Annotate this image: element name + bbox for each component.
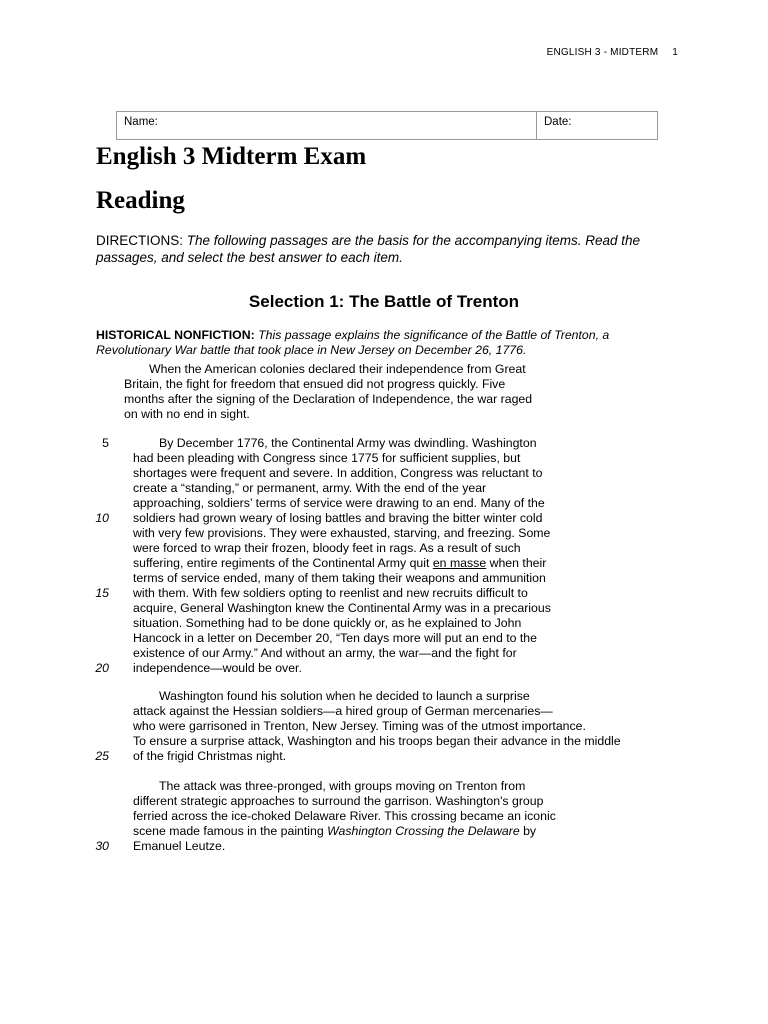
passage-line: create a “standing,” or permanent, army. With the end of the year	[133, 481, 487, 495]
passage-line: situation. Something had to be done quickly or, as he explained to John	[133, 616, 522, 630]
directions	[96, 232, 676, 266]
passage-line: When the American colonies declared their independence from Great	[149, 362, 526, 376]
passage-line-text: when their	[486, 556, 547, 570]
passage-line: By December 1776, the Continental Army was dwindling. Washington	[159, 436, 537, 450]
genre-text: This passage explains the significance of the Battle of Trenton, a Revolutionary War battle that took place in New Jersey on December 26, 1776.	[96, 328, 610, 357]
passage-line: had been pleading with Congress since 1775 for sufficient supplies, but	[133, 451, 521, 465]
passage-line	[133, 824, 536, 839]
line-number: 5	[102, 436, 109, 450]
passage-line: existence of our Army.” And without an army, the war—and the fight for	[133, 646, 517, 660]
passage-line: Emanuel Leutze.	[133, 839, 226, 853]
passage-line: Washington found his solution when he decided to launch a surprise	[159, 689, 530, 703]
passage-line: months after the signing of the Declaration of Independence, the war raged	[124, 392, 533, 406]
running-header	[547, 47, 678, 58]
passage-line: The attack was three-pronged, with groups moving on Trenton from	[159, 779, 526, 793]
passage-line: To ensure a surprise attack, Washington and his troops began their advance in the middle	[133, 734, 621, 748]
page-number: 1	[672, 47, 678, 58]
passage-line: with them. With few soldiers opting to reenlist and new recruits difficult to	[133, 586, 528, 600]
painting-title: Washington Crossing the Delaware	[327, 824, 520, 838]
passage-line: different strategic approaches to surround the garrison. Washington's group	[133, 794, 544, 808]
line-number: 30	[95, 839, 109, 853]
passage-line: acquire, General Washington knew the Continental Army was in a precarious	[133, 601, 551, 615]
passage-line: shortages were frequent and severe. In addition, Congress was reluctant to	[133, 466, 543, 480]
passage-line-text: suffering, entire regiments of the Continental Army quit	[133, 556, 433, 570]
passage-line: terms of service ended, many of them taking their weapons and ammunition	[133, 571, 546, 585]
genre-note	[96, 328, 656, 358]
passage-line: Hancock in a letter on December 20, “Ten days more will put an end to the	[133, 631, 537, 645]
passage-line: approaching, soldiers’ terms of service were drawing to an end. Many of the	[133, 496, 545, 510]
section-title: Reading	[96, 187, 185, 214]
passage-line: who were garrisoned in Trenton, New Jersey. Timing was of the utmost importance.	[133, 719, 586, 733]
selection-title: Selection 1: The Battle of Trenton	[248, 292, 520, 311]
passage-line: Britain, the fight for freedom that ensued did not progress quickly. Five	[124, 377, 506, 391]
passage-line-text: by	[519, 824, 537, 838]
name-date-table	[116, 111, 658, 140]
passage-line: attack against the Hessian soldiers—a hired group of German mercenaries—	[133, 704, 553, 718]
date-field[interactable]	[537, 112, 658, 140]
directions-label: DIRECTIONS:	[96, 233, 184, 248]
passage-line: soldiers had grown weary of losing battles and braving the bitter winter cold	[133, 511, 543, 525]
passage-line-text: scene made famous in the painting	[133, 824, 328, 838]
line-number: 10	[95, 511, 109, 525]
passage-line: with very few provisions. They were exhausted, starving, and freezing. Some	[133, 526, 551, 540]
en-masse-term: en masse	[432, 556, 487, 570]
line-number: 25	[95, 749, 109, 763]
line-number: 15	[95, 586, 109, 600]
header-title: ENGLISH 3 - MIDTERM	[546, 47, 659, 58]
name-field[interactable]	[117, 112, 537, 140]
passage-line: on with no end in sight.	[124, 407, 250, 421]
line-number: 20	[95, 661, 109, 675]
name-label: Name:	[124, 116, 158, 128]
passage-line	[133, 556, 546, 571]
passage-line: ferried across the ice-choked Delaware River. This crossing became an iconic	[133, 809, 556, 823]
genre-label: HISTORICAL NONFICTION:	[96, 328, 255, 342]
date-label: Date:	[544, 116, 572, 128]
directions-text: The following passages are the basis for the accompanying items. Read the passages, and select the best answer to each item.	[96, 233, 641, 265]
exam-title: English 3 Midterm Exam	[96, 143, 367, 170]
passage-line: of the frigid Christmas night.	[133, 749, 287, 763]
passage-line: independence—would be over.	[133, 661, 302, 675]
passage-line: were forced to wrap their frozen, bloody feet in rags. As a result of such	[133, 541, 521, 555]
